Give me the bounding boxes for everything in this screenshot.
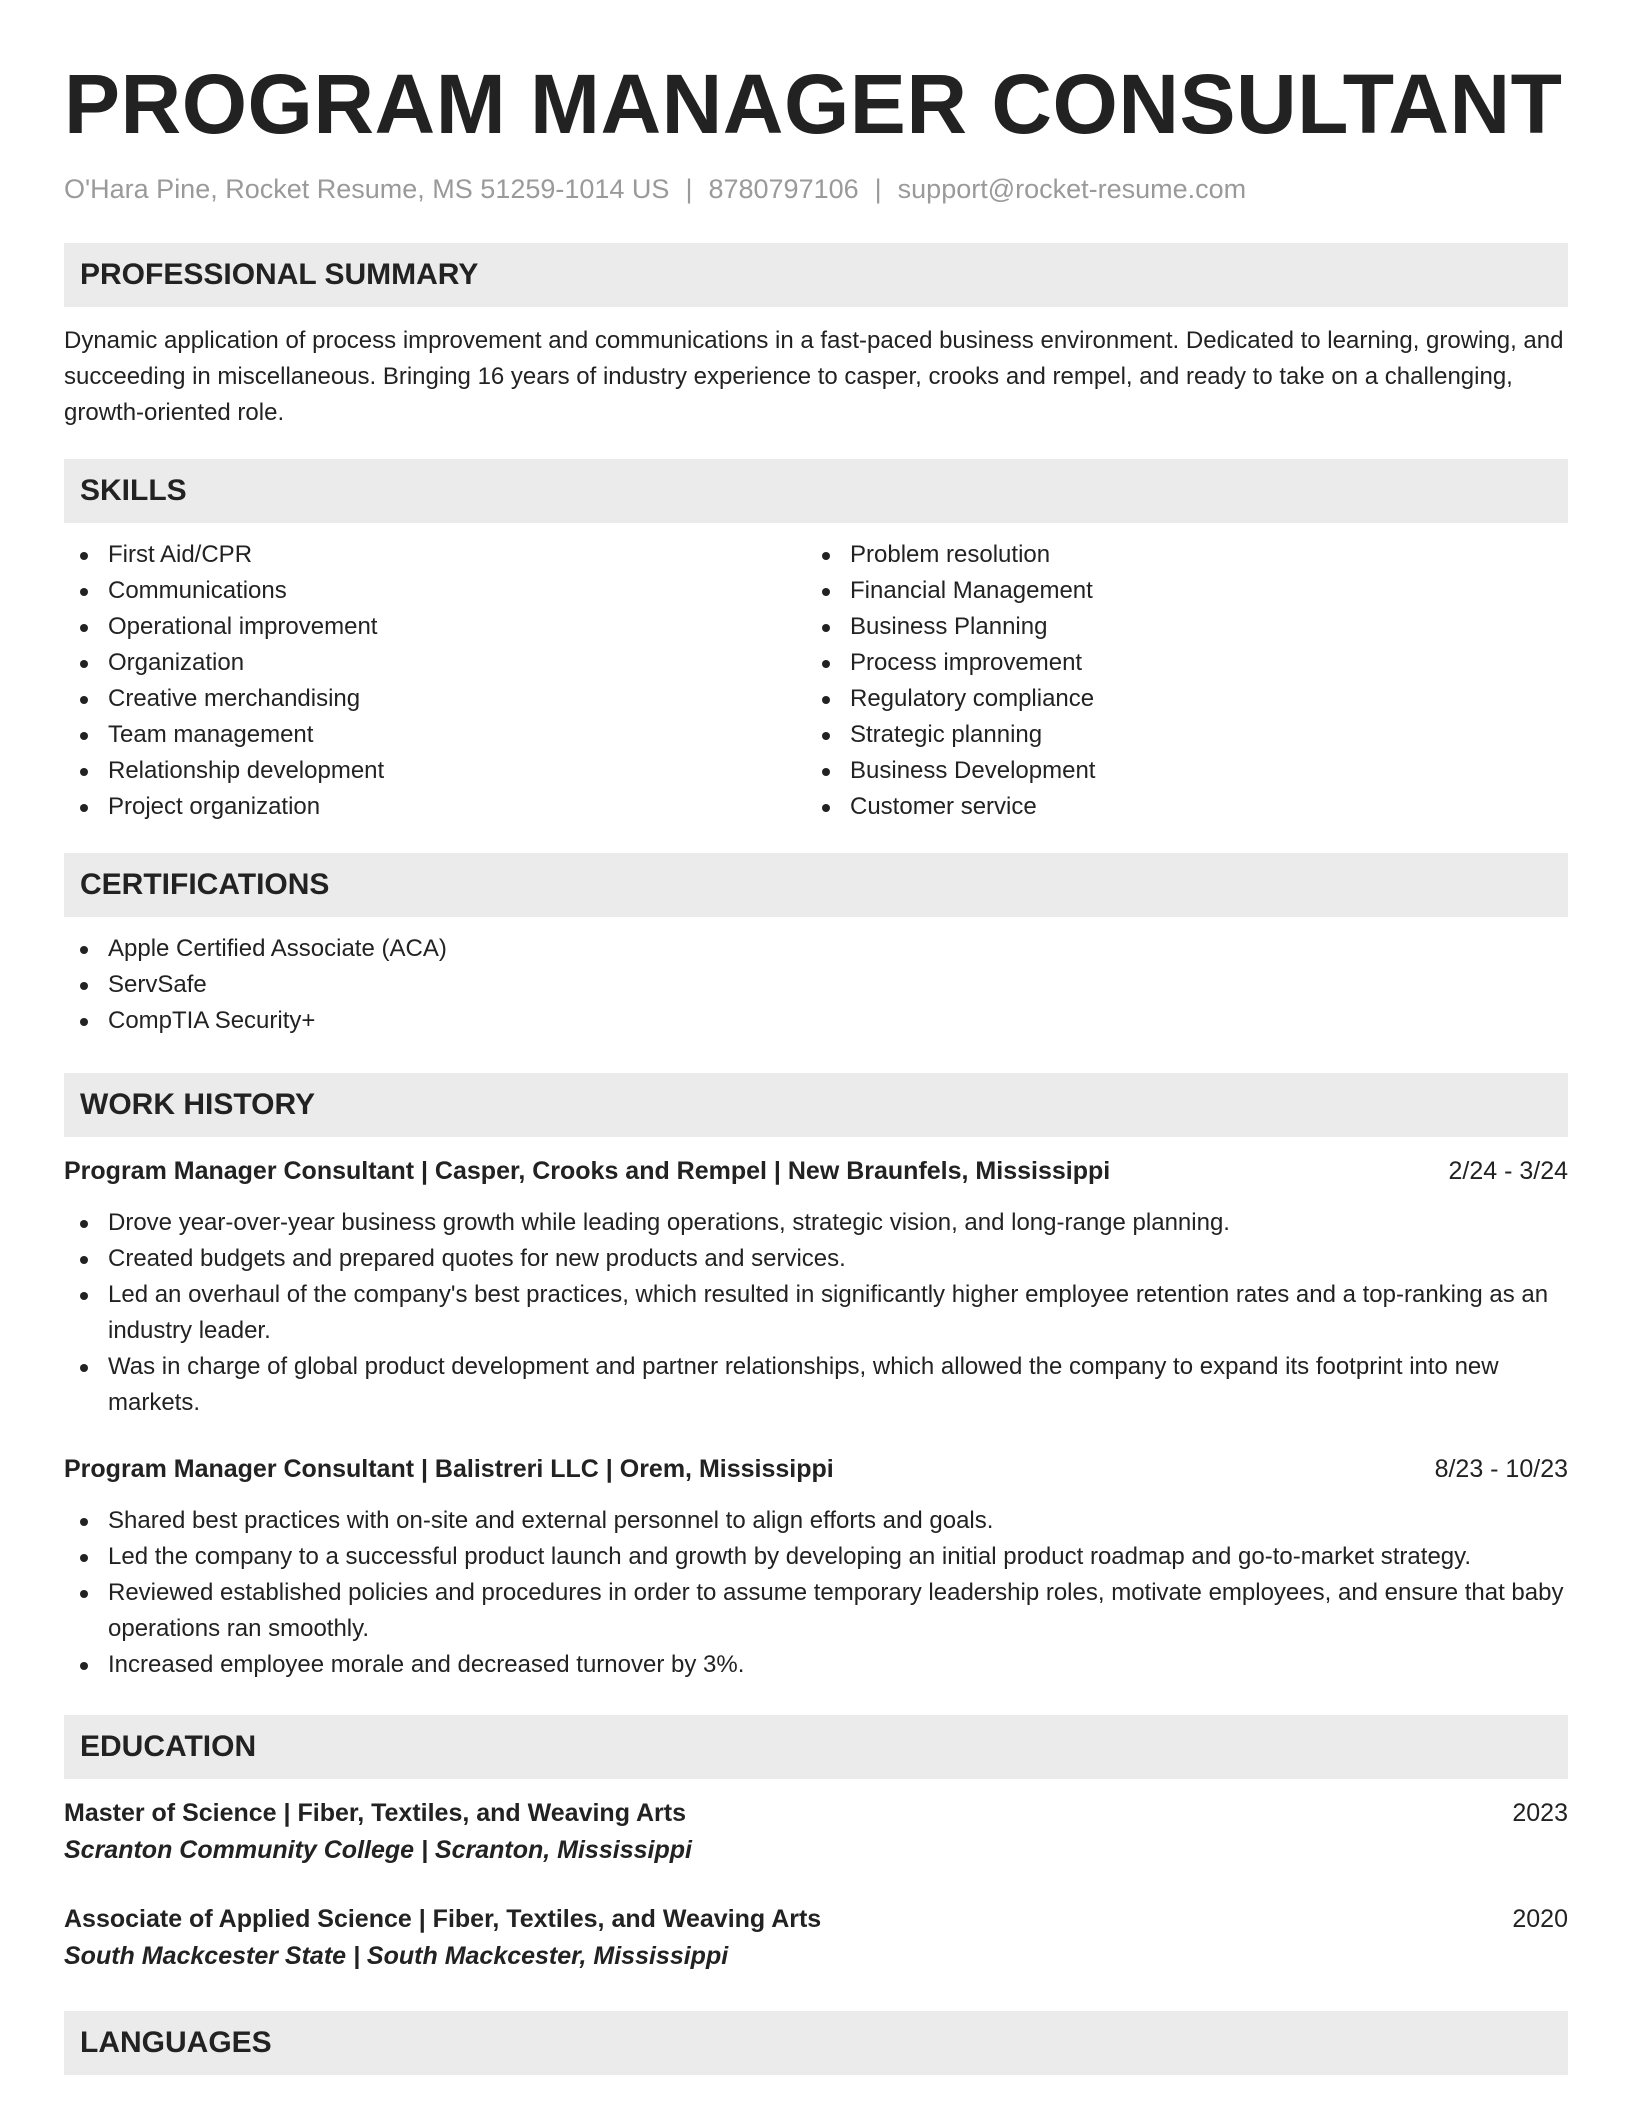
skill-item: Communications [64,573,806,609]
contact-separator: | [874,174,882,204]
education-entry [64,1795,1568,1869]
skill-item: Organization [64,645,806,681]
job-bullet: Shared best practices with on-site and external personnel to align efforts and goals. [64,1503,1568,1539]
skills-column-right [806,537,1548,825]
job-bullet: Drove year-over-year business growth while leading operations, strategic vision, and long-range planning. [64,1205,1568,1241]
skill-item: Project organization [64,789,806,825]
skill-item: Business Planning [806,609,1548,645]
job-header [64,1451,1568,1487]
job-title: Program Manager Consultant | Casper, Crooks and Rempel | New Braunfels, Mississippi [64,1157,1111,1185]
job-bullets [64,1503,1568,1683]
education-degree: Master of Science | Fiber, Textiles, and Weaving Arts [64,1799,687,1827]
job-header [64,1153,1568,1189]
job-entry [64,1451,1568,1683]
contact-phone: 8780797106 [708,174,859,204]
job-bullet: Reviewed established policies and procedures in order to assume temporary leadership roles, motivate employees, and ensure that baby operations ran smoothly. [64,1575,1568,1647]
skill-item: Creative merchandising [64,681,806,717]
job-bullet: Was in charge of global product development and partner relationships, which allowed the company to expand its footprint into new markets. [64,1349,1568,1421]
skill-item: Customer service [806,789,1548,825]
summary-heading: PROFESSIONAL SUMMARY [64,243,1568,307]
skill-item: Problem resolution [806,537,1548,573]
contact-email[interactable]: support@rocket-resume.com [897,174,1247,204]
certification-item: Apple Certified Associate (ACA) [64,931,1568,967]
education-header [64,1795,1568,1831]
certification-item: CompTIA Security+ [64,1003,1568,1039]
certifications-heading: CERTIFICATIONS [64,853,1568,917]
languages-heading: LANGUAGES [64,2011,1568,2075]
education-heading: EDUCATION [64,1715,1568,1779]
work-history-heading: WORK HISTORY [64,1073,1568,1137]
skill-item: Relationship development [64,753,806,789]
job-bullet: Led the company to a successful product launch and growth by developing an initial product roadmap and go-to-market strategy. [64,1539,1568,1575]
job-bullet: Increased employee morale and decreased turnover by 3%. [64,1647,1568,1683]
skill-item: Financial Management [806,573,1548,609]
skill-item: Strategic planning [806,717,1548,753]
job-bullet: Led an overhaul of the company's best practices, which resulted in significantly higher employee retention rates and a top-ranking as an industry leader. [64,1277,1568,1349]
contact-separator: | [685,174,693,204]
education-school: Scranton Community College | Scranton, Mississippi [64,1836,692,1864]
skill-item: First Aid/CPR [64,537,806,573]
contact-address: O'Hara Pine, Rocket Resume, MS 51259-1014 US [64,174,670,204]
job-bullets [64,1205,1568,1421]
summary-text: Dynamic application of process improvement and communications in a fast-paced business environment. Dedicated to learning, growing, and succeeding in miscellaneous. Bringing 16 years of industry experience to casper, crooks and rempel, and ready to take on a challenging, growth-oriented role. [64,327,1564,426]
job-entry [64,1153,1568,1421]
skill-item: Team management [64,717,806,753]
education-year: 2023 [1512,1799,1568,1827]
certifications-list [64,931,1568,1039]
job-title: Program Manager Consultant | Balistreri LLC | Orem, Mississippi [64,1455,834,1483]
skill-item: Process improvement [806,645,1548,681]
education-school: South Mackcester State | South Mackcester, Mississippi [64,1942,729,1970]
skills-heading: SKILLS [64,459,1568,523]
skills-list [64,537,1568,825]
skill-item: Operational improvement [64,609,806,645]
education-degree: Associate of Applied Science | Fiber, Textiles, and Weaving Arts [64,1905,822,1933]
skills-column-left [64,537,806,825]
skill-item: Business Development [806,753,1548,789]
job-dates: 2/24 - 3/24 [1448,1157,1568,1185]
resume-page [64,0,1568,2075]
contact-line [64,172,1568,206]
education-header [64,1901,1568,1937]
certification-item: ServSafe [64,967,1568,1003]
job-bullet: Created budgets and prepared quotes for new products and services. [64,1241,1568,1277]
job-dates: 8/23 - 10/23 [1434,1455,1568,1483]
candidate-name: PROGRAM MANAGER CONSULTANT [64,57,1563,151]
education-entry [64,1901,1568,1975]
skill-item: Regulatory compliance [806,681,1548,717]
education-year: 2020 [1512,1905,1568,1933]
